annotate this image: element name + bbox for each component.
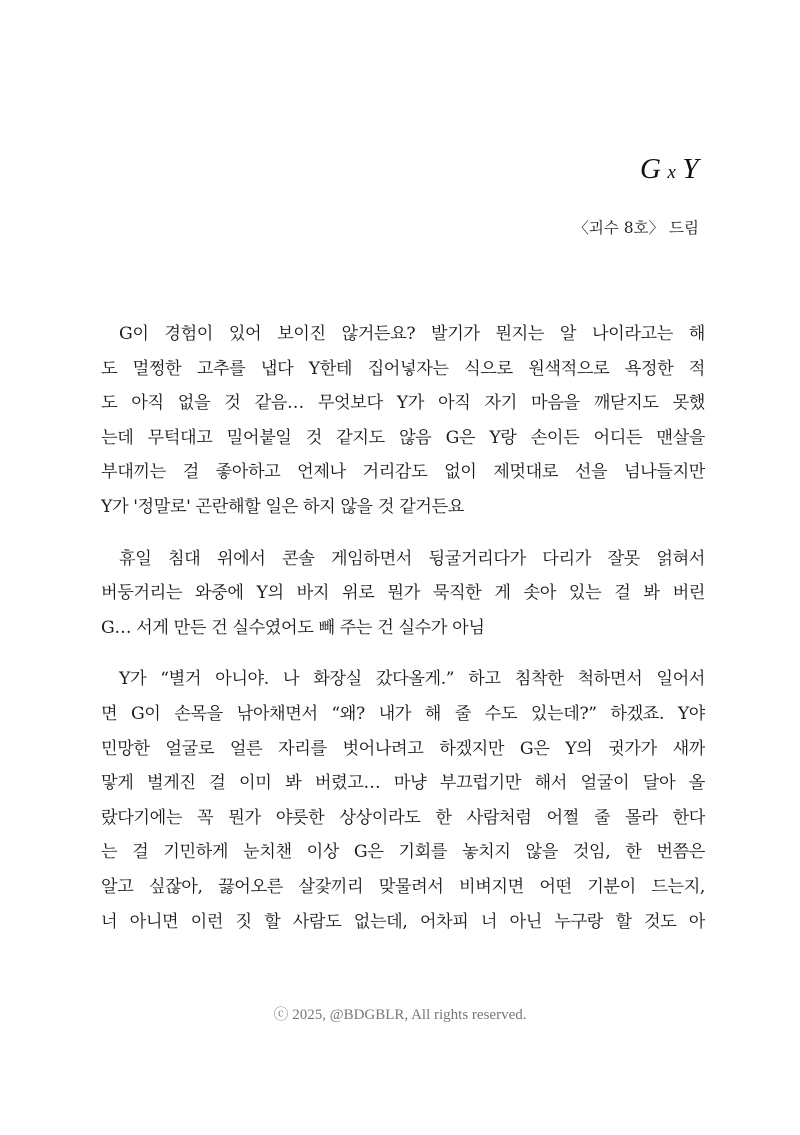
copyright-notice: ⓒ 2025, @BDGBLR, All rights reserved. [273, 1007, 527, 1023]
text-line: 너 아니면 이런 짓 할 사람도 없는데, 어차피 너 아닌 누구랑 할 것도 아 [101, 911, 705, 932]
text-line: 도 아직 없을 것 같음… 무엇보다 Y가 아직 자기 마음을 깨닫지도 못했 [101, 393, 705, 414]
text-line: G이 경험이 있어 보이진 않거든요? 발기가 뭔지는 알 나이라고는 해 [119, 324, 705, 344]
text-line: G… 서게 만든 건 실수였어도 빼 주는 건 실수가 아님 [101, 617, 485, 638]
text-line: Y가 '정말로' 곤란해할 일은 하지 않을 것 같거든요 [101, 496, 464, 517]
text-line: 버둥거리는 와중에 Y의 바지 위로 뭔가 묵직한 게 솟아 있는 걸 봐 버린 [101, 583, 705, 604]
body-text [101, 317, 705, 956]
text-line: 는데 무턱대고 밀어붙일 것 같지도 않음 G은 Y랑 손이든 어디든 맨살을 [101, 427, 705, 448]
text-line: Y가 “별거 아니야. 나 화장실 갔다올게.” 하고 침착한 척하면서 일어서 [119, 669, 705, 690]
document-title [640, 153, 699, 186]
text-line: 부대끼는 걸 좋아하고 언제나 거리감도 없이 제멋대로 선을 넘나들지만 [101, 462, 705, 483]
text-line: 휴일 침대 위에서 콘솔 게임하면서 뒹굴거리다가 다리가 잘못 얽혀서 [119, 548, 705, 569]
text-line: 민망한 얼굴로 얼른 자리를 벗어나려고 하겠지만 G은 Y의 귓가가 새까 [101, 738, 705, 759]
paragraph-2 [101, 542, 705, 646]
text-line: 알고 싶잖아, 끓어오른 살갗끼리 맞물려서 비벼지면 어떤 기분이 드는지, [101, 876, 705, 897]
title-mid: x [667, 162, 677, 183]
author-credit: 〈괴수 8호〉 드림 [573, 219, 699, 237]
title-left: G [639, 153, 662, 185]
text-line: 랐다기에는 꼭 뭔가 야릇한 상상이라도 한 사람처럼 어쩔 줄 몰라 한다 [101, 807, 705, 828]
paragraph-3 [101, 662, 705, 939]
text-line: 는 걸 기민하게 눈치챈 이상 G은 기회를 놓치지 않을 것임, 한 번쯤은 [101, 842, 705, 863]
paragraph-1 [101, 317, 705, 525]
text-line: 면 G이 손목을 낚아채면서 “왜? 내가 해 줄 수도 있는데?” 하겠죠. Y야 [101, 703, 705, 724]
text-line: 맣게 벌게진 걸 이미 봐 버렸고… 마냥 부끄럽기만 해서 얼굴이 달아 올 [101, 773, 705, 794]
title-right: Y [682, 153, 699, 185]
text-line: 도 멀쩡한 고추를 냅다 Y한테 집어넣자는 식으로 원색적으로 욕정한 적 [101, 358, 705, 379]
